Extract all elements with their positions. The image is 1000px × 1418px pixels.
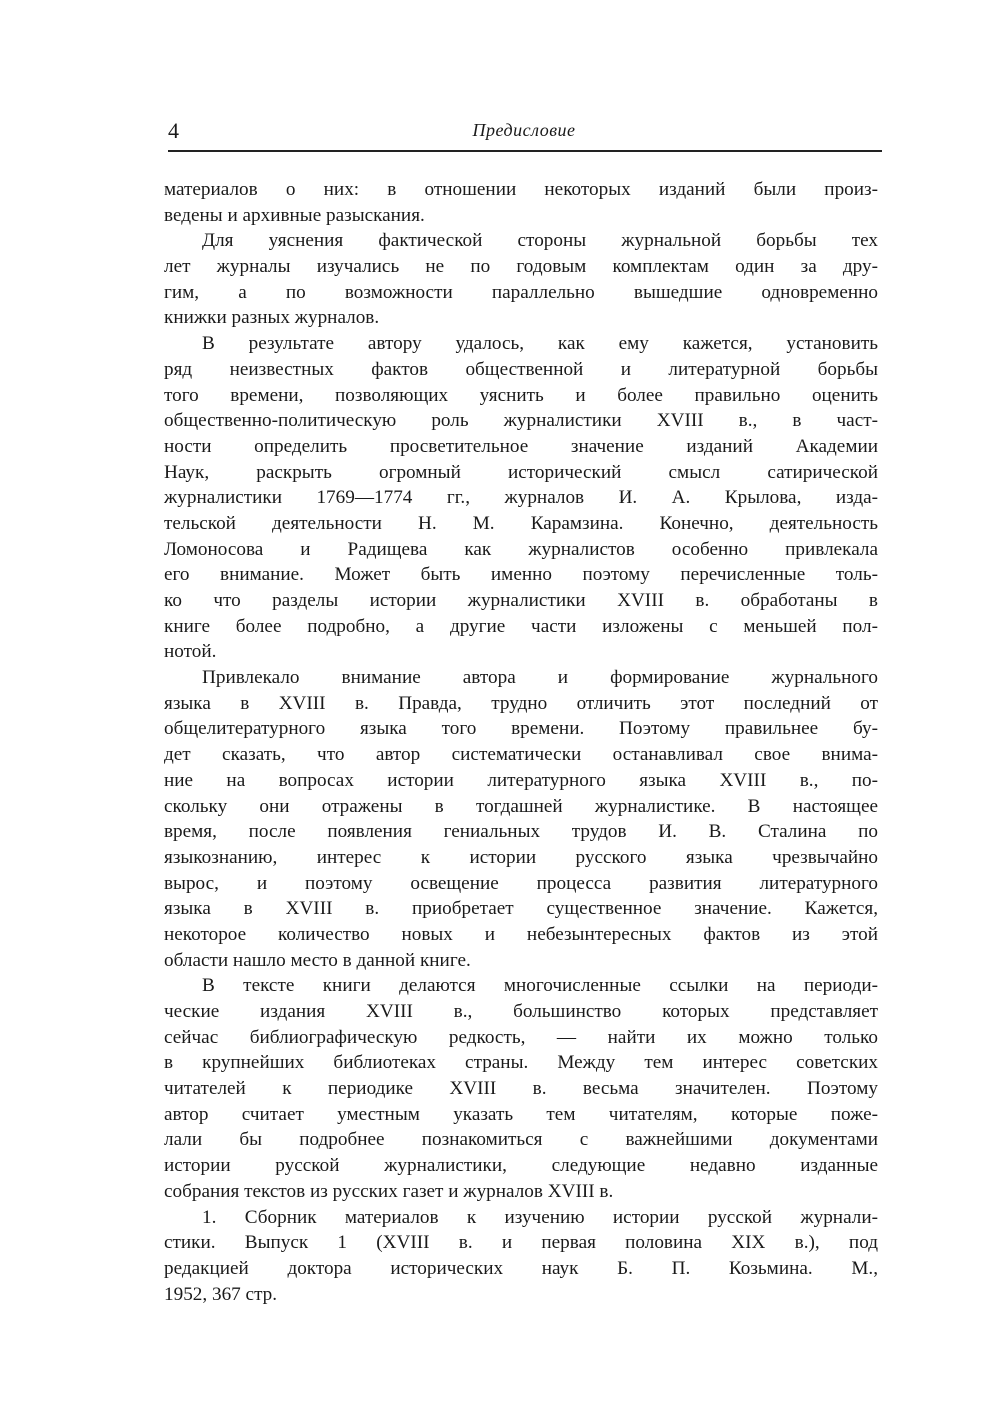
text-line: стики. Выпуск 1 (XVIII в. и первая половина XIX в.), под xyxy=(164,1232,878,1254)
text-line: того времени, позволяющих уяснить и более правильно оценить xyxy=(164,384,878,406)
text-line: ко что разделы истории журналистики XVIII в. обработаны в xyxy=(164,590,878,611)
text-line: время, после появления гениальных трудов И. В. Сталина по xyxy=(164,821,878,843)
text-line: собрания текстов из русских газет и журналов XVIII в. xyxy=(164,1180,614,1202)
text-line: 1952, 367 стр. xyxy=(164,1283,278,1305)
page-header xyxy=(168,118,880,152)
text-line: читателей к периодике XVIII в. весьма значителен. Поэтому xyxy=(164,1078,878,1100)
running-title: Предисловие xyxy=(472,120,576,140)
text-line: Ломоносова и Радищева как журналистов особенно привлекала xyxy=(164,538,878,560)
text-line: сейчас библиографическую редкость, — найти их можно только xyxy=(164,1026,878,1048)
text-line: редакцией доктора исторических наук Б. П. Козьмина. М., xyxy=(164,1257,878,1279)
text-line: нотой. xyxy=(164,641,217,663)
text-line: скольку они отражены в тогдашней журналистике. В настоящее xyxy=(164,795,878,817)
text-line: языка в XVIII в. Правда, трудно отличить этот последний от xyxy=(164,692,878,714)
text-line: Привлекало внимание автора и формирование журнального xyxy=(202,667,878,689)
text-line: его внимание. Может быть именно поэтому перечисленные толь- xyxy=(164,564,878,586)
text-line: языка в XVIII в. приобретает существенное значение. Кажется, xyxy=(164,898,878,920)
text-line: Наук, раскрыть огромный исторический смысл сатирической xyxy=(164,461,878,483)
text-line: в крупнейших библиотеках страны. Между тем интерес советских xyxy=(164,1052,878,1074)
page-number: 4 xyxy=(168,118,179,143)
text-line: общественно-политическую роль журналистики XVIII в., в част- xyxy=(164,410,878,432)
text-line: ряд неизвестных фактов общественной и литературной борьбы xyxy=(164,358,878,380)
text-line: книге более подробно, а другие части изложены с меньшей пол- xyxy=(164,615,878,637)
text-line: В результате автору удалось, как ему кажется, установить xyxy=(202,333,878,355)
text-line: Для уяснения фактической стороны журнальной борьбы тех xyxy=(202,230,878,252)
body-text xyxy=(164,177,878,1307)
text-line: лали бы подробнее познакомиться с важнейшими документами xyxy=(164,1129,878,1151)
text-line: вырос, и поэтому освещение процесса развития литературного xyxy=(164,872,878,894)
text-line: гим, а по возможности параллельно вышедшие одновременно xyxy=(164,281,878,303)
text-line: книжки разных журналов. xyxy=(164,307,380,329)
text-line: ние на вопросах истории литературного языка XVIII в., по- xyxy=(164,769,878,791)
text-line: лет журналы изучались не по годовым комплектам один за дру- xyxy=(164,256,878,278)
text-line: некоторое количество новых и небезынтересных фактов из этой xyxy=(164,923,878,945)
text-line: общелитературного языка того времени. Поэтому правильнее бу- xyxy=(164,718,878,740)
text-line: ческие издания XVIII в., большинство которых представляет xyxy=(164,1001,878,1022)
text-line: дет сказать, что автор систематически останавливал свое внима- xyxy=(164,744,878,766)
text-line: языкознанию, интерес к истории русского языка чрезвычайно xyxy=(164,846,878,868)
text-line: материалов о них: в отношении некоторых изданий были произ- xyxy=(164,179,878,200)
text-line: журналистики 1769—1774 гг., журналов И. А. Крылова, изда- xyxy=(164,487,878,509)
text-line: истории русской журналистики, следующие недавно изданные xyxy=(164,1155,878,1177)
text-line: тельской деятельности Н. М. Карамзина. Конечно, деятельность xyxy=(164,512,878,534)
text-line: области нашло место в данной книге. xyxy=(164,949,471,971)
text-line: ности определить просветительное значение изданий Академии xyxy=(164,435,878,457)
text-line: 1. Сборник материалов к изучению истории русской журнали- xyxy=(202,1206,878,1228)
text-line: ведены и архивные разыскания. xyxy=(164,204,425,226)
text-line: В тексте книги делаются многочисленные ссылки на периоди- xyxy=(202,975,878,997)
text-line: автор считает уместным указать тем читателям, которые поже- xyxy=(164,1103,878,1125)
header-rule xyxy=(168,150,882,152)
